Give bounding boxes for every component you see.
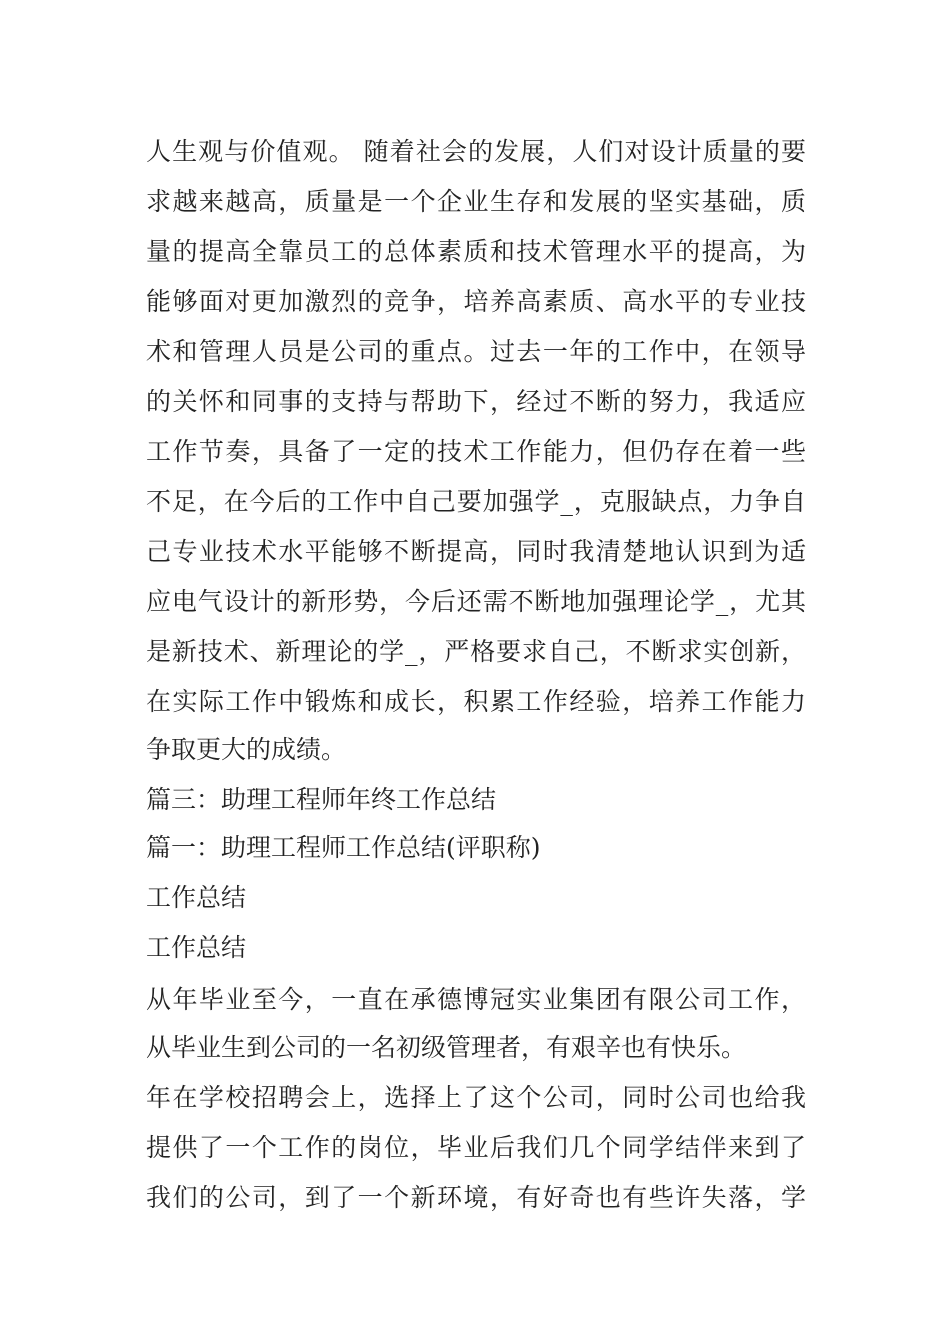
text-line: 工作节奏，具备了一定的技术工作能力，但仍存在着一些 bbox=[146, 437, 806, 466]
text-line: 的关怀和同事的支持与帮助下，经过不断的努力，我适应 bbox=[146, 387, 806, 416]
text-line: 年在学校招聘会上，选择上了这个公司，同时公司也给我 bbox=[146, 1083, 806, 1112]
text-line: 提供了一个工作的岗位，毕业后我们几个同学结伴来到了 bbox=[146, 1133, 806, 1162]
text-line: 量的提高全靠员工的总体素质和技术管理水平的提高，为 bbox=[146, 237, 806, 266]
text-line: 能够面对更加激烈的竞争，培养高素质、高水平的专业技 bbox=[146, 287, 806, 316]
text-line: 我们的公司，到了一个新环境，有好奇也有些许失落，学 bbox=[146, 1183, 806, 1212]
heading-line: 工作总结 bbox=[146, 933, 247, 962]
section-heading: 篇三：助理工程师年终工作总结 bbox=[146, 785, 497, 814]
text-line: 争取更大的成绩。 bbox=[146, 735, 347, 764]
text-line: 从毕业生到公司的一名初级管理者，有艰辛也有快乐。 bbox=[146, 1033, 747, 1062]
text-line: 从年毕业至今，一直在承德博冠实业集团有限公司工作， bbox=[146, 985, 806, 1014]
text-line: 是新技术、新理论的学_，严格要求自己，不断求实创新， bbox=[146, 637, 806, 666]
text-line: 术和管理人员是公司的重点。过去一年的工作中，在领导 bbox=[146, 337, 806, 366]
text-line: 己专业技术水平能够不断提高，同时我清楚地认识到为适 bbox=[146, 537, 806, 566]
subsection-heading: 篇一：助理工程师工作总结(评职称) bbox=[146, 833, 541, 862]
heading-line: 工作总结 bbox=[146, 883, 247, 912]
text-line: 在实际工作中锻炼和成长，积累工作经验，培养工作能力 bbox=[146, 687, 806, 716]
text-line: 人生观与价值观。 随着社会的发展，人们对设计质量的要 bbox=[146, 137, 806, 166]
text-line: 求越来越高，质量是一个企业生存和发展的坚实基础，质 bbox=[146, 187, 806, 216]
text-line: 应电气设计的新形势，今后还需不断地加强理论学_，尤其 bbox=[146, 587, 806, 616]
text-line: 不足，在今后的工作中自己要加强学_，克服缺点，力争自 bbox=[146, 487, 806, 516]
